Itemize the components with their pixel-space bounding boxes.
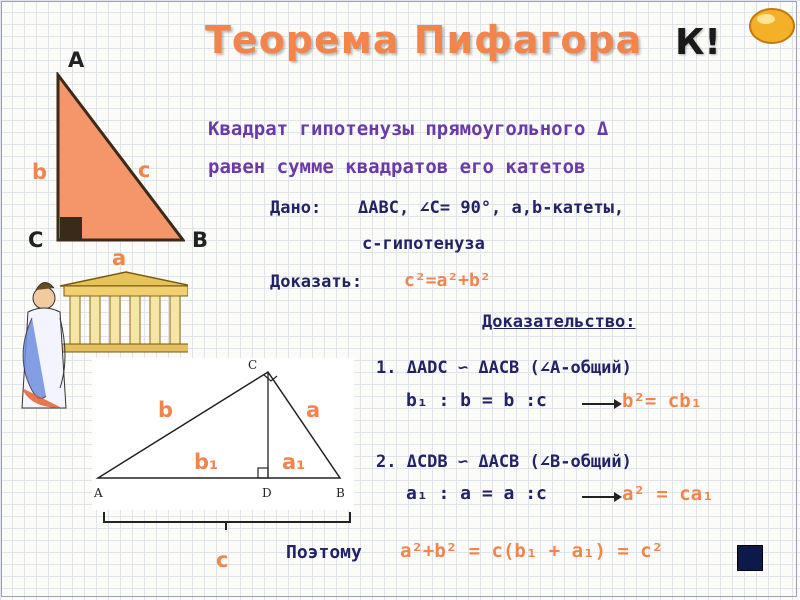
given-label: Дано: [270, 198, 322, 218]
side-b-label: b [32, 160, 48, 184]
step2-text: 2. ΔCDB ∽ ΔACB (∠B-общий) [376, 452, 632, 472]
page-title: Теорема Пифагора [205, 18, 643, 62]
vertex-b-label: B [192, 228, 209, 252]
title-mark: К! [675, 22, 721, 63]
conclusion-formula: a²+b² = c(b₁ + a₁) = c² [400, 540, 664, 562]
diagram-vertex-c: C [248, 358, 258, 372]
given-text-2: с-гипотенуза [362, 234, 485, 254]
diagram-vertex-d: D [262, 486, 272, 500]
end-of-proof-square [737, 545, 763, 571]
given-text: ΔАВС, ∠С= 90°, а,b-катеты, [358, 198, 625, 218]
vertex-c-label: C [28, 228, 44, 252]
step2-arrow-icon [582, 489, 622, 505]
diagram-segment-a1: a₁ [282, 450, 306, 474]
statement-line2: равен сумме квадратов его катетов [208, 156, 586, 178]
diagram-segment-b1: b₁ [194, 450, 219, 474]
side-a-label: a [112, 246, 127, 270]
prove-formula: c²=a²+b² [404, 270, 491, 291]
step1-ratio: b₁ : b = b :c [406, 390, 547, 411]
step2-ratio: a₁ : a = a :c [406, 483, 547, 504]
coin-icon[interactable] [746, 2, 798, 46]
side-c-label: c [138, 158, 151, 182]
step1-text: 1. ΔADC ∽ ΔACB (∠A-общий) [376, 358, 632, 378]
diagram-side-b: b [158, 398, 174, 422]
prove-label: Доказать: [270, 272, 363, 292]
diagram-side-a: a [306, 398, 321, 422]
conclusion-word: Поэтому [286, 542, 362, 563]
proof-heading: Доказательство: [482, 312, 636, 332]
step2-result: a² = ca₁ [622, 483, 714, 505]
statement-line1: Квадрат гипотенузы прямоугольного Δ [208, 118, 609, 140]
proof-triangle-diagram [88, 350, 358, 550]
diagram-vertex-a: A [94, 486, 103, 500]
step1-result: b²= cb₁ [622, 390, 703, 412]
vertex-a-label: A [68, 48, 85, 72]
diagram-vertex-b: B [336, 486, 345, 500]
diagram-hypotenuse-c: c [216, 548, 229, 572]
step1-arrow-icon [582, 396, 622, 412]
small-triangle [55, 72, 185, 242]
